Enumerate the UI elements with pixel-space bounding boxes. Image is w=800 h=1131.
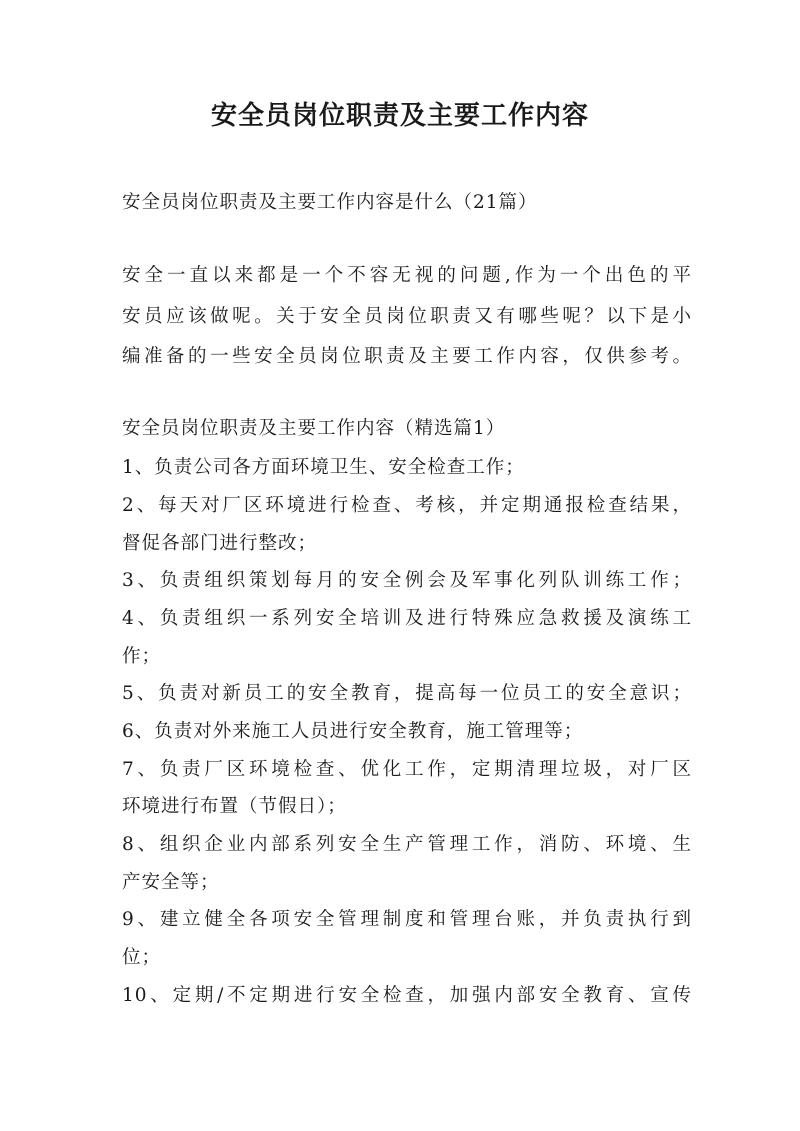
page-title: 安全员岗位职责及主要工作内容 <box>210 101 589 131</box>
list-item: 作； <box>122 646 162 667</box>
intro-line-1: 安全一直以来都是一个不容无视的问题,作为一个出色的平 <box>122 265 692 286</box>
section-heading: 安全员岗位职责及主要工作内容（精选篇1） <box>122 418 506 439</box>
list-item: 位； <box>122 947 162 968</box>
list-item: 5、负责对新员工的安全教育，提高每一位员工的安全意识； <box>122 683 692 704</box>
subtitle: 安全员岗位职责及主要工作内容是什么（21篇） <box>122 192 538 213</box>
list-item: 7、负责厂区环境检查、优化工作，定期清理垃圾，对厂区 <box>122 759 692 780</box>
list-item: 产安全等； <box>122 872 220 893</box>
list-item: 1、负责公司各方面环境卫生、安全检查工作； <box>122 457 525 478</box>
list-item: 督促各部门进行整改； <box>122 533 318 554</box>
list-item: 3、负责组织策划每月的安全例会及军事化列队训练工作； <box>122 570 692 591</box>
intro-line-3: 编准备的一些安全员岗位职责及主要工作内容，仅供参考。 <box>122 346 692 367</box>
list-item: 环境进行布置（节假日）； <box>122 796 347 817</box>
list-item: 2、每天对厂区环境进行检查、考核，并定期通报检查结果， <box>122 495 692 516</box>
list-item: 4、负责组织一系列安全培训及进行特殊应急救援及演练工 <box>122 608 692 629</box>
list-item: 8、组织企业内部系列安全生产管理工作，消防、环境、生 <box>122 834 692 855</box>
intro-line-2: 安员应该做呢。关于安全员岗位职责又有哪些呢？以下是小 <box>122 306 692 327</box>
list-item: 6、负责对外来施工人员进行安全教育，施工管理等； <box>122 721 584 742</box>
list-item: 10、定期/不定期进行安全检查，加强内部安全教育、宣传 <box>122 985 692 1006</box>
list-item: 9、建立健全各项安全管理制度和管理台账，并负责执行到 <box>122 909 692 930</box>
